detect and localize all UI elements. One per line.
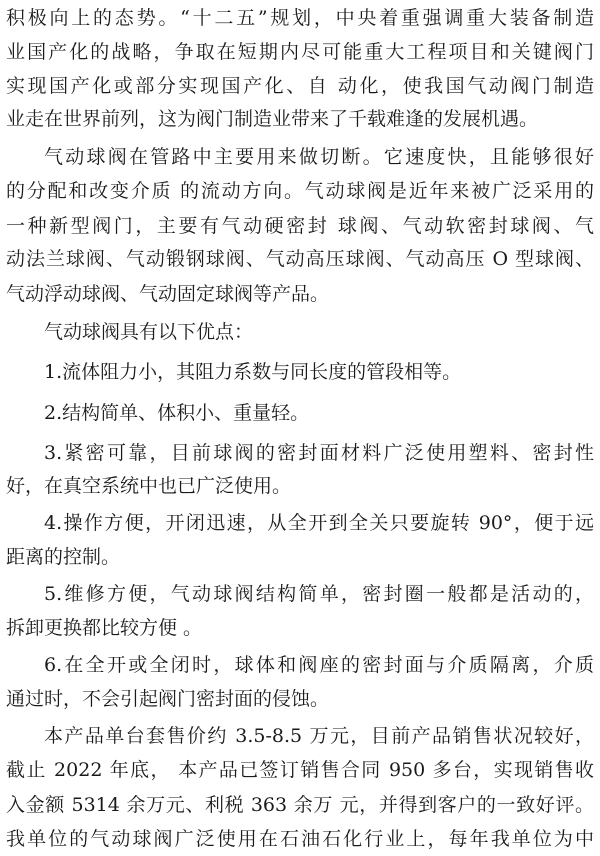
list-item-1-line-1: 1.流体阻力小，其阻力系数与同长度的管段相等。	[44, 361, 462, 383]
paragraph-2-line-4: 动法兰球阀、气动锻钢球阀、气动高压球阀、气动高压 O 型球阀、	[6, 248, 594, 270]
list-item-3-line-1: 3.紧密可靠，目前球阀的密封面材料广泛使用塑料、密封性	[44, 442, 594, 464]
paragraph-1-line-4: 业走在世界前列，这为阀门制造业带来了千载难逢的发展机遇。	[6, 108, 539, 130]
list-item-5-line-1: 5.维修方便，气动球阀结构简单，密封圈一般都是活动的，	[44, 583, 594, 605]
list-item-6-line-1: 6.在全开或全闭时，球体和阀座的密封面与介质隔离，介质	[44, 654, 594, 676]
paragraph-2-line-3: 一种新型阀门，主要有气动硬密封 球阀、气动软密封球阀、气	[6, 215, 594, 237]
list-item-4-line-1: 4.操作方便，开闭迅速，从全开到全关只要旋转 90°，便于远	[44, 512, 594, 534]
list-item-4-line-2: 距离的控制。	[6, 546, 121, 568]
sales-paragraph-line-3: 入金额 5314 余万元、利税 363 余万 元，并得到客户的一致好评。	[6, 794, 594, 816]
paragraph-3-line-1: 气动球阀具有以下优点：	[44, 321, 254, 343]
paragraph-1-line-3: 实现国产化或部分实现国产化、自 动化，使我国气动阀门制造	[6, 75, 594, 97]
paragraph-1-line-1: 积极向上的态势。“十二五”规划，中央着重强调重大装备制造	[6, 7, 594, 29]
list-item-6-line-2: 通过时，不会引起阀门密封面的侵蚀。	[6, 688, 330, 710]
paragraph-2-line-1: 气动球阀在管路中主要用来做切断。它速度快，且能够很好	[44, 146, 594, 168]
paragraph-2-line-2: 的分配和改变介质 的流动方向。气动球阀是近年来被广泛采用的	[6, 180, 594, 202]
list-item-3-line-2: 好，在真空系统中也已广泛使用。	[6, 475, 292, 497]
closing-paragraph-line-1: 我单位的气动球阀广泛使用在石油石化行业上，每年我单位为中	[6, 828, 594, 850]
list-item-2-line-1: 2.结构简单、体积小、重量轻。	[44, 402, 310, 424]
list-item-5-line-2: 拆卸更换都比较方便 。	[6, 617, 203, 639]
sales-paragraph-line-1: 本产品单台套售价约 3.5-8.5 万元，目前产品销售状况较好，	[44, 725, 594, 747]
paragraph-1-line-2: 业国产化的战略，争取在短期内尽可能重大工程项目和关键阀门	[6, 41, 594, 63]
paragraph-2-line-5: 气动浮动球阀、气动固定球阀等产品。	[6, 283, 330, 305]
sales-paragraph-line-2: 截止 2022 年底， 本产品已签订销售合同 950 多台，实现销售收	[6, 759, 594, 781]
